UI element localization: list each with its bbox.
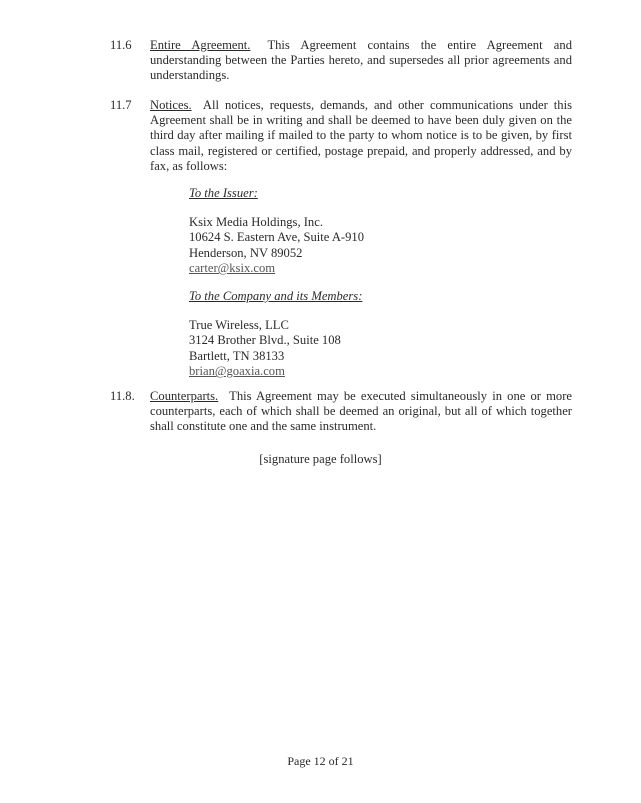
company-address — [189, 318, 341, 380]
issuer-street: 10624 S. Eastern Ave, Suite A-910 — [189, 230, 365, 245]
section-11-6 — [110, 38, 572, 84]
signature-note: [signature page follows] — [259, 452, 382, 466]
issuer-city: Henderson, NV 89052 — [189, 245, 303, 260]
issuer-email-link[interactable]: carter@ksix.com — [189, 261, 276, 276]
section-number: 11.7 — [110, 98, 132, 112]
issuer-address — [189, 215, 364, 277]
section-number: 11.8. — [110, 389, 135, 403]
section-heading: Counterparts. — [150, 389, 219, 403]
section-text: All notices, requests, demands, and other communications under this Agreement shall be in writing and shall be deemed to have been duly given on the third day after mailing if mailed to the party to whom notice is to be given, by first class mail, registered or certified, postage prepaid, and properly addressed, and by fax, as follows: — [150, 98, 572, 173]
company-name: True Wireless, LLC — [189, 318, 289, 332]
company-heading-block — [189, 289, 362, 304]
company-street: 3124 Brother Blvd., Suite 108 — [189, 333, 341, 348]
section-11-8 — [110, 389, 572, 435]
section-text: This Agreement contains the entire Agreement and understanding between the Parties hereto, and supersedes all prior agreements and understandings. — [150, 38, 572, 83]
issuer-heading: To the Issuer: — [189, 186, 258, 200]
company-city: Bartlett, TN 38133 — [189, 348, 285, 363]
section-11-7 — [110, 98, 572, 174]
section-number: 11.6 — [110, 38, 132, 52]
section-text: This Agreement may be executed simultaneously in one or more counterparts, each of which shall be deemed an original, but all of which together shall constitute one and the same instrument. — [150, 389, 572, 434]
page-footer: Page 12 of 21 — [287, 754, 354, 768]
company-email-link[interactable]: brian@goaxia.com — [189, 364, 285, 379]
issuer-name: Ksix Media Holdings, Inc. — [189, 215, 323, 229]
section-heading: Entire Agreement. — [150, 38, 251, 52]
company-heading: To the Company and its Members: — [189, 289, 363, 303]
issuer-heading-block — [189, 186, 258, 201]
section-heading: Notices. — [150, 98, 192, 112]
